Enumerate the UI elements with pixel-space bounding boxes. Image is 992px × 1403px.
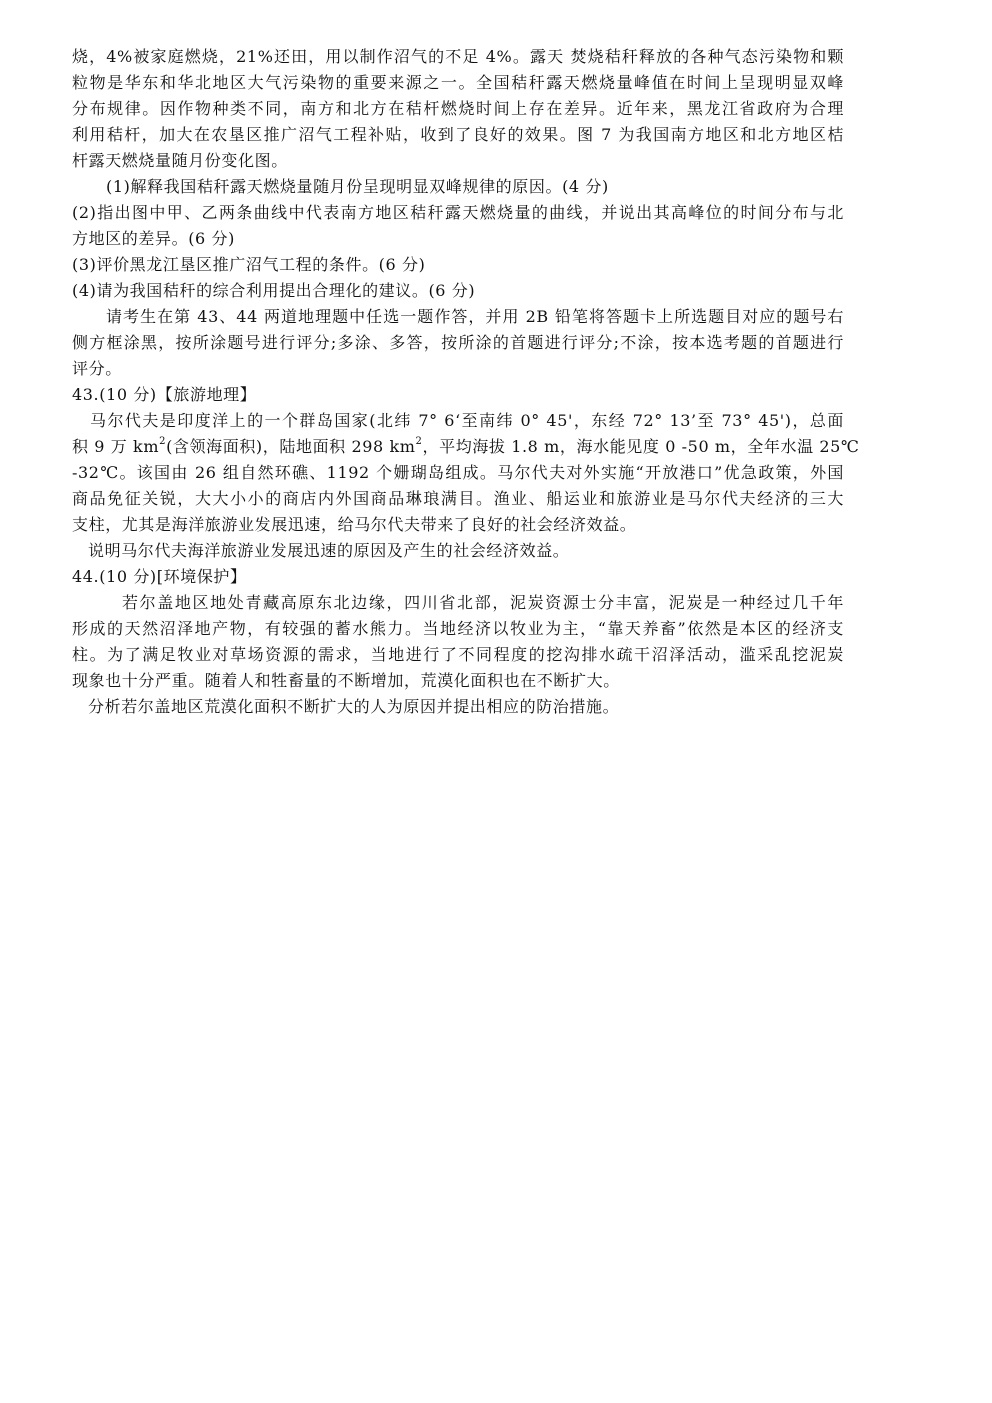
text-line: 杆露天燃烧量随月份变化图。 bbox=[72, 151, 288, 170]
question-4: (4)请为我国秸秆的综合利用提出合理化的建议。(6 分) bbox=[72, 281, 476, 300]
text-line: 烧，4%被家庭燃烧，21%还田，用以制作沼气的不足 4%。露天 焚烧秸秆释放的各种气态污染物和颗 bbox=[72, 47, 844, 66]
text-line: 若尔盖地区地处青藏高原东北边缘，四川省北部，泥炭资源士分丰富，泥炭是一种经过几千年 bbox=[122, 593, 844, 612]
exam-page bbox=[72, 44, 860, 720]
instruction-paragraph bbox=[72, 304, 844, 382]
text-line: 方地区的差异。(6 分) bbox=[72, 229, 235, 248]
superscript: 2 bbox=[415, 435, 423, 447]
text-line: -32℃。该国由 26 组自然环礁、1192 个姗瑚岛组成。马尔代夫对外实施“开放港口”优急政策，外国 bbox=[72, 463, 844, 482]
text-line: 分布规律。因作物种类不同，南方和北方在秸杆燃烧时间上存在差异。近年来，黑龙江省政府为合理 bbox=[72, 99, 844, 118]
text-line: 侧方框涂黑，按所涂题号进行评分;多涂、多答，按所涂的首题进行评分;不涂，按本选考题的首题进行 bbox=[72, 333, 844, 352]
question-44-passage bbox=[72, 590, 844, 694]
superscript: 2 bbox=[159, 435, 167, 447]
text-span: ，平均海拔 1.8 m，海水能见度 0 -50 m，全年水温 25℃ bbox=[422, 437, 860, 456]
question-43-prompt: 说明马尔代夫海洋旅游业发展迅速的原因及产生的社会经济效益。 bbox=[88, 541, 570, 560]
text-line: 粒物是华东和华北地区大气污染物的重要来源之一。全国秸秆露天燃烧量峰值在时间上呈现明显双峰 bbox=[72, 73, 844, 92]
text-line: (2)指出图中甲、乙两条曲线中代表南方地区秸秆露天燃烧量的曲线，并说出其高峰位的时间分布与北 bbox=[72, 203, 844, 222]
text-line: 评分。 bbox=[72, 359, 122, 378]
question-43-passage bbox=[72, 408, 860, 538]
text-line: 商品免征关锐，大大小小的商店内外国商品琳琅满目。渔业、船运业和旅游业是马尔代夫经济的三大 bbox=[72, 489, 844, 508]
question-3: (3)评价黑龙江垦区推广沼气工程的条件。(6 分) bbox=[72, 255, 426, 274]
text-line: 柱。为了满足牧业对草场资源的需求，当地进行了不同程度的挖沟排水疏干沼泽活动，滥采乱挖泥炭 bbox=[72, 645, 844, 664]
text-line bbox=[72, 434, 860, 460]
text-line: 请考生在第 43、44 两道地理题中任选一题作答，并用 2B 铅笔将答题卡上所选题目对应的题号右 bbox=[106, 307, 844, 326]
text-line: 现象也十分严重。随着人和牲畜量的不断增加，荒漠化面积也在不断扩大。 bbox=[72, 671, 620, 690]
question-43-header: 43.(10 分)【旅游地理】 bbox=[72, 385, 257, 404]
text-span: 积 9 万 km bbox=[72, 437, 160, 456]
text-line: 利用秸杆，加大在农垦区推广沼气工程补贴，收到了良好的效果。图 7 为我国南方地区和北方地区桔 bbox=[72, 125, 844, 144]
text-span: (含领海面积)，陆地面积 298 km bbox=[166, 437, 416, 456]
intro-paragraph bbox=[72, 44, 844, 174]
question-44-header: 44.(10 分)[环境保护】 bbox=[72, 567, 247, 586]
question-1: (1)解释我国秸秆露天燃烧量随月份呈现明显双峰规律的原因。(4 分) bbox=[106, 177, 609, 196]
text-line: 支柱，尤其是海洋旅游业发展迅速，给马尔代夫带来了良好的社会经济效益。 bbox=[72, 515, 637, 534]
question-44-prompt: 分析若尔盖地区荒漠化面积不断扩大的人为原因并提出相应的防治措施。 bbox=[88, 697, 620, 716]
question-2 bbox=[72, 200, 844, 252]
text-line: 马尔代夫是印度洋上的一个群岛国家(北纬 7° 6‘至南纬 0° 45'，东经 72° 13’至 73° 45')，总面 bbox=[90, 411, 844, 430]
text-line: 形成的天然沼泽地产物，有较强的蓄水熊力。当地经济以牧业为主，“靠天养畜”依然是本区的经济支 bbox=[72, 619, 844, 638]
